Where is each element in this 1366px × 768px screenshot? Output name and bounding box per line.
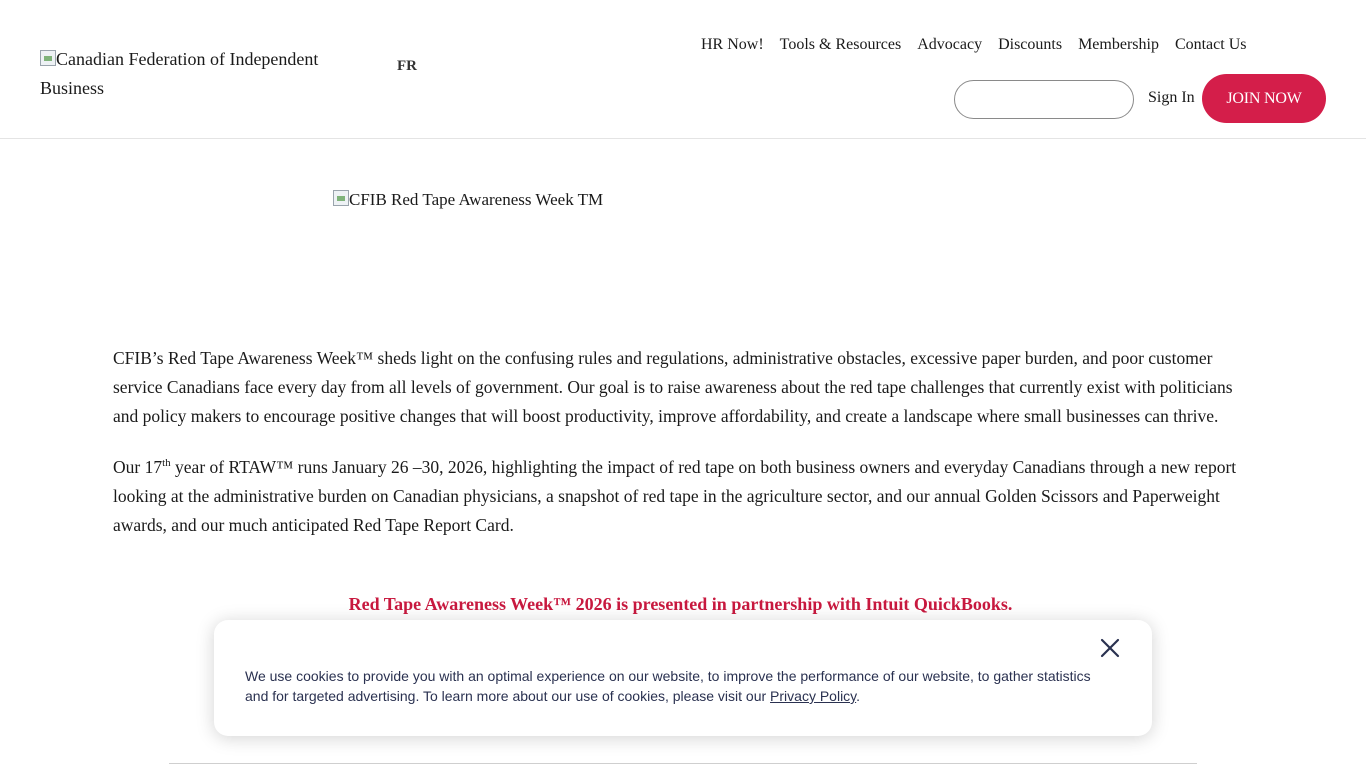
sign-in-link[interactable]: Sign In [1148, 89, 1195, 106]
partner-statement [0, 594, 1366, 615]
hero-image [333, 190, 603, 210]
cookie-text: We use cookies to provide you with an optimal experience on our website, to improve the performance of our website, to gather statistics and for targeted advertising. To learn more about our use of cookies, please visit our [245, 668, 1091, 704]
intro-paragraph: CFIB’s Red Tape Awareness Week™ sheds light on the confusing rules and regulations, administrative obstacles, excessive paper burden, and poor customer service Canadians face every day from all levels of government. Our goal is to raise awareness about the red tape challenges that currently exist with politicians and policy makers to encourage positive changes that will boost productivity, improve affordability, and create a landscape where small businesses can thrive. [113, 348, 1233, 426]
cookie-message [245, 666, 1105, 706]
nav-advocacy[interactable]: Advocacy [917, 36, 983, 53]
nav-discounts[interactable]: Discounts [998, 36, 1063, 53]
nav-membership[interactable]: Membership [1078, 36, 1159, 53]
nav-hr-now[interactable]: HR Now! [701, 36, 764, 53]
privacy-policy-link[interactable]: Privacy Policy [770, 688, 857, 704]
cookie-suffix: . [856, 688, 861, 704]
join-now-button[interactable]: JOIN NOW [1202, 74, 1326, 123]
nav-tools-resources[interactable]: Tools & Resources [779, 36, 902, 53]
logo-alt-text: Canadian Federation of Independent Business [40, 49, 319, 98]
search-input[interactable] [954, 80, 1134, 119]
site-header [0, 0, 1366, 139]
dates-paragraph [113, 453, 1253, 540]
close-icon[interactable] [1098, 636, 1122, 660]
partner-text: Red Tape Awareness Week™ 2026 is presented in partnership with Intuit QuickBooks. [348, 594, 1013, 614]
dates-text-start: Our 17 [113, 457, 163, 477]
site-logo[interactable] [40, 45, 340, 103]
hero-image-alt: CFIB Red Tape Awareness Week TM [349, 190, 604, 209]
dates-text-rest: year of RTAW™ runs January 26 –30, 2026, highlighting the impact of red tape on both business owners and everyday Canadians through a new report looking at the administrative burden on Canadian physicians, a snapshot of red tape in the agriculture sector, and our annual Golden Scissors and Paperweight awards, and our much anticipated Red Tape Report Card. [113, 457, 1237, 535]
broken-image-icon [333, 190, 349, 206]
divider [169, 763, 1197, 764]
cookie-banner [214, 620, 1152, 736]
nav-contact-us[interactable]: Contact Us [1174, 36, 1247, 53]
broken-image-icon [40, 50, 56, 66]
main-nav [693, 34, 1254, 56]
main-content [113, 344, 1253, 562]
language-toggle[interactable]: FR [397, 58, 417, 74]
ordinal-suffix: th [162, 457, 171, 469]
